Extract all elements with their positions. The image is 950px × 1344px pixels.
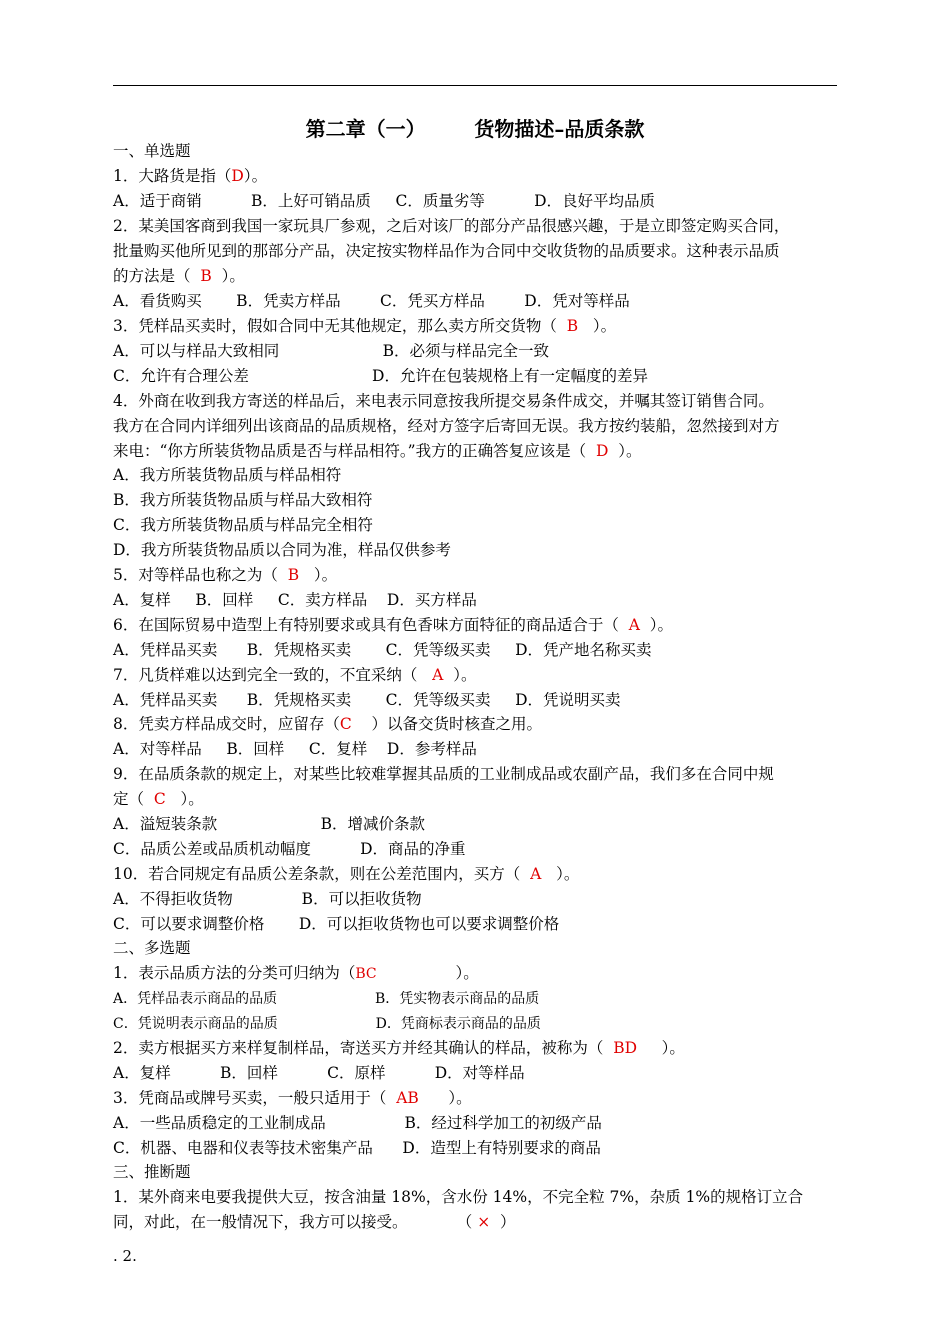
line-text: A．对等样品 B．回样 C．复样 D．参考样品 bbox=[113, 740, 477, 758]
text-line bbox=[113, 1088, 472, 1108]
line-text: 1．某外商来电要我提供大豆，按含油量 18%，含水份 14%，不完全粒 7%，杂质 1%的规格订立合 bbox=[113, 1188, 804, 1206]
line-text: C．允许有合理公差 D．允许在包装规格上有一定幅度的差异 bbox=[113, 367, 648, 385]
page-title: 第二章（一） 货物描述–品质条款 bbox=[305, 117, 645, 141]
text-line bbox=[113, 938, 191, 958]
line-text: ）。 bbox=[443, 666, 477, 684]
text-line bbox=[113, 565, 337, 585]
text-line bbox=[113, 889, 422, 909]
answer-mark: A bbox=[530, 865, 542, 883]
line-text: A．凭样品买卖 B．凭规格买卖 C．凭等级买卖 D．凭产地名称买卖 bbox=[113, 641, 652, 659]
answer-mark: C bbox=[339, 715, 352, 733]
text-line bbox=[113, 465, 341, 485]
line-text: ）。 bbox=[608, 442, 642, 460]
answer-mark: C bbox=[153, 790, 166, 808]
line-text: A．我方所装货物品质与样品相符 bbox=[113, 466, 342, 484]
text-line bbox=[113, 615, 673, 635]
text-line bbox=[113, 988, 539, 1009]
line-text: ）。 bbox=[376, 964, 479, 982]
line-text: 来电：“你方所装货物品质是否与样品相符。”我方的正确答复应该是（ bbox=[113, 442, 596, 460]
answer-mark: B bbox=[287, 566, 300, 584]
text-line bbox=[113, 540, 451, 560]
line-text: ）。 bbox=[639, 616, 674, 634]
answer-mark: BD bbox=[613, 1039, 638, 1057]
line-text: A．凭样品买卖 B．凭规格买卖 C．凭等级买卖 D．凭说明买卖 bbox=[113, 691, 621, 709]
line-text: 7．凡货样难以达到完全一致的，不宜采纳（ bbox=[113, 666, 433, 684]
line-text: A．溢短装条款 B．增减价条款 bbox=[113, 815, 426, 833]
text-line bbox=[113, 1187, 803, 1207]
text-line bbox=[113, 963, 479, 984]
line-text: 3．凭商品或牌号买卖，一般只适用于（ bbox=[113, 1089, 397, 1107]
text-line bbox=[113, 1063, 525, 1083]
text-line bbox=[113, 366, 648, 386]
line-text: ）。 bbox=[299, 566, 338, 584]
header-rule bbox=[113, 85, 837, 86]
line-text: A．不得拒收货物 B．可以拒收货物 bbox=[113, 890, 422, 908]
line-text: A．复样 B．回样 C．卖方样品 D．买方样品 bbox=[113, 591, 477, 609]
line-text: ）。 bbox=[637, 1039, 685, 1057]
text-line bbox=[113, 839, 466, 859]
text-line bbox=[113, 640, 652, 660]
answer-mark: × bbox=[477, 1213, 491, 1231]
text-line bbox=[113, 665, 476, 685]
line-text: 同，对此，在一般情况下，我方可以接受。 （ bbox=[113, 1213, 478, 1231]
text-line bbox=[113, 590, 477, 610]
line-text: 批量购买他所见到的那部分产品，决定按实物样品作为合同中交收货物的品质要求。这种表示品质 bbox=[113, 242, 780, 260]
line-text: A．一些品质稳定的工业制成品 B．经过科学加工的初级产品 bbox=[113, 1114, 602, 1132]
text-line bbox=[113, 690, 621, 710]
page-number: . 2. bbox=[113, 1247, 137, 1265]
answer-mark: BC bbox=[355, 966, 377, 982]
line-text: A．凭样品表示商品的品质 B．凭实物表示商品的品质 bbox=[113, 991, 540, 1007]
line-text: 1．表示品质方法的分类可归纳为（ bbox=[113, 964, 356, 982]
answer-mark: D bbox=[595, 442, 609, 460]
text-line bbox=[113, 1138, 601, 1158]
line-text: 4．外商在收到我方寄送的样品后，来电表示同意按我所提交易条件成交，并嘱其签订销售合同。 bbox=[113, 392, 774, 410]
line-text: 二、多选题 bbox=[113, 939, 191, 957]
line-text: C．凭说明表示商品的品质 D．凭商标表示商品的品质 bbox=[113, 1016, 541, 1032]
answer-mark: B bbox=[566, 317, 579, 335]
text-line bbox=[113, 241, 780, 261]
text-line bbox=[113, 764, 774, 784]
line-text: A．复样 B．回样 C．原样 D．对等样品 bbox=[113, 1064, 525, 1082]
line-text: 2．卖方根据买方来样复制样品，寄送买方并经其确认的样品，被称为（ bbox=[113, 1039, 614, 1057]
line-text: D．我方所装货物品质以合同为准，样品仅供参考 bbox=[113, 541, 451, 559]
text-line bbox=[113, 1113, 602, 1133]
text-line bbox=[113, 316, 616, 336]
text-line bbox=[113, 441, 642, 461]
text-line bbox=[113, 266, 245, 286]
text-line bbox=[113, 416, 780, 436]
text-line bbox=[113, 1162, 191, 1182]
text-line bbox=[113, 914, 559, 934]
line-text: B．我方所装货物品质与样品大致相符 bbox=[113, 491, 373, 509]
line-text: 一、单选题 bbox=[113, 142, 191, 160]
line-text: ）。 bbox=[165, 790, 204, 808]
text-line bbox=[113, 1013, 541, 1034]
text-line bbox=[113, 191, 655, 211]
line-text: ）以备交货时核查之用。 bbox=[351, 715, 542, 733]
line-text: ）。 bbox=[243, 167, 268, 185]
line-text: 6．在国际贸易中造型上有特别要求或具有色香味方面特征的商品适合于（ bbox=[113, 616, 629, 634]
line-text: ）。 bbox=[578, 317, 617, 335]
line-text: C．品质公差或品质机动幅度 D．商品的净重 bbox=[113, 840, 466, 858]
line-text: 2．某美国客商到我国一家玩具厂参观，之后对该厂的部分产品很感兴趣，于是立即签定购买合同， bbox=[113, 217, 790, 235]
text-line bbox=[113, 216, 789, 236]
text-line bbox=[113, 714, 542, 734]
text-line bbox=[113, 166, 267, 186]
line-text: 8．凭卖方样品成交时，应留存（ bbox=[113, 715, 340, 733]
text-line bbox=[113, 341, 549, 361]
line-text: 三、推断题 bbox=[113, 1163, 191, 1181]
line-text: 3．凭样品买卖时，假如合同中无其他规定，那么卖方所交货物（ bbox=[113, 317, 567, 335]
text-line bbox=[113, 141, 191, 161]
line-text: 的方法是（ bbox=[113, 267, 201, 285]
text-line bbox=[113, 739, 477, 759]
line-text: 1．大路货是指（ bbox=[113, 167, 232, 185]
text-line bbox=[113, 490, 372, 510]
answer-mark: A bbox=[432, 666, 444, 684]
line-text: 5．对等样品也称之为（ bbox=[113, 566, 288, 584]
text-line bbox=[113, 291, 630, 311]
line-text: ） bbox=[490, 1213, 516, 1231]
line-text: ）。 bbox=[418, 1089, 472, 1107]
line-text: A．适于商销 B．上好可销品质 C．质量劣等 D．良好平均品质 bbox=[113, 192, 656, 210]
text-line bbox=[113, 789, 204, 809]
line-text: 9．在品质条款的规定上，对某些比较难掌握其品质的工业制成品或农副产品，我们多在合同中规 bbox=[113, 765, 774, 783]
answer-mark: D bbox=[231, 167, 244, 185]
text-line bbox=[113, 1212, 516, 1232]
line-text: A．可以与样品大致相同 B．必须与样品完全一致 bbox=[113, 342, 550, 360]
text-line bbox=[113, 1038, 685, 1058]
line-text: 定（ bbox=[113, 790, 154, 808]
line-text: C．机器、电器和仪表等技术密集产品 D．造型上有特别要求的商品 bbox=[113, 1139, 601, 1157]
text-line bbox=[113, 864, 579, 884]
line-text: 10．若合同规定有品质公差条款，则在公差范围内，买方（ bbox=[113, 865, 531, 883]
line-text: 我方在合同内详细列出该商品的品质规格，经对方签字后寄回无误。我方按约装船，忽然接到对方 bbox=[113, 417, 780, 435]
line-text: ）。 bbox=[541, 865, 580, 883]
answer-mark: A bbox=[628, 616, 640, 634]
line-text: ）。 bbox=[211, 267, 245, 285]
answer-mark: AB bbox=[396, 1089, 419, 1107]
line-text: A．看货购买 B．凭卖方样品 C．凭买方样品 D．凭对等样品 bbox=[113, 292, 630, 310]
text-line bbox=[113, 814, 425, 834]
text-line bbox=[113, 515, 373, 535]
text-line bbox=[113, 391, 774, 411]
line-text: C．可以要求调整价格 D．可以拒收货物也可以要求调整价格 bbox=[113, 915, 560, 933]
answer-mark: B bbox=[200, 267, 212, 285]
line-text: C．我方所装货物品质与样品完全相符 bbox=[113, 516, 373, 534]
